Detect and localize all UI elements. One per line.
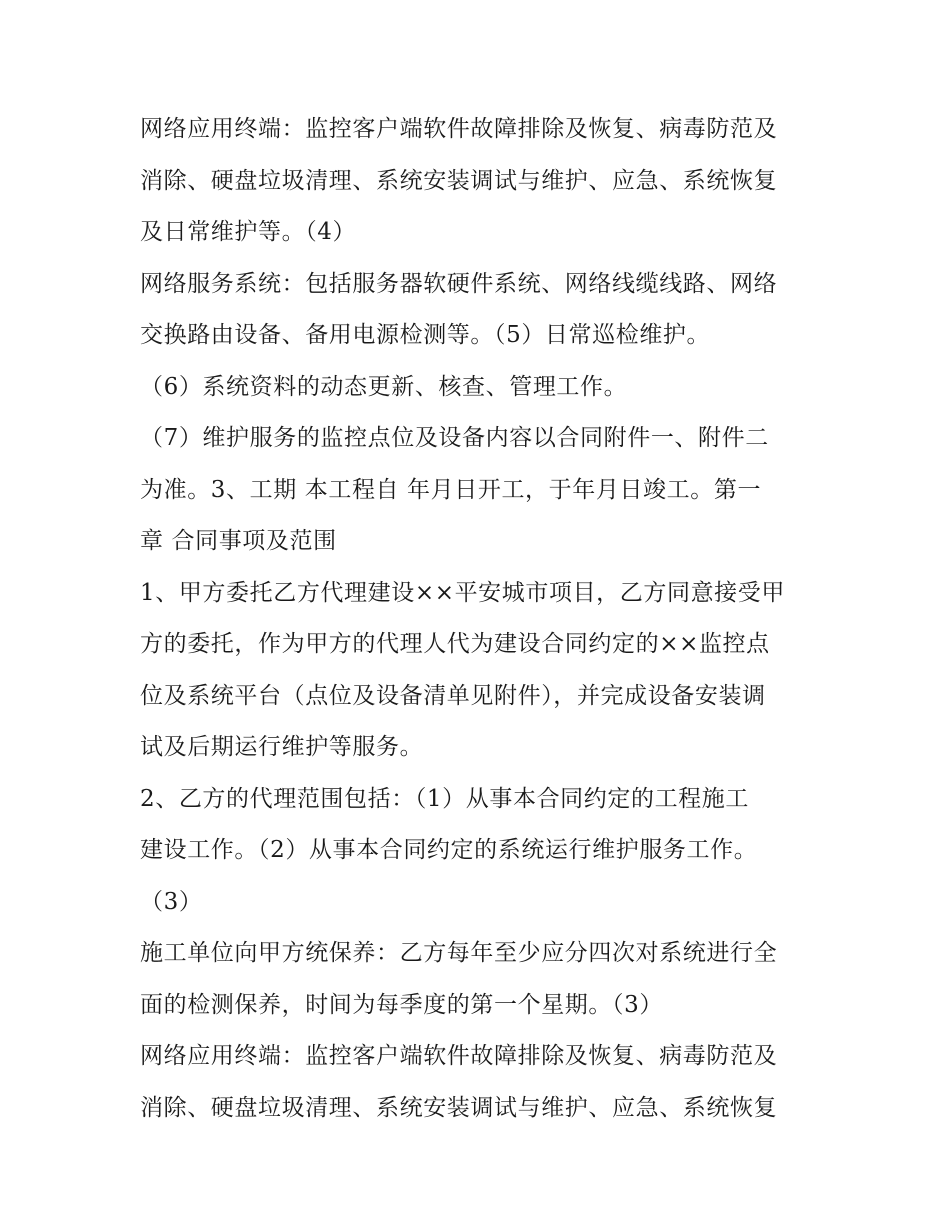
text-line: 方的委托，作为甲方的代理人代为建设合同约定的××监控点 (140, 631, 770, 657)
text-line: 网络服务系统：包括服务器软硬件系统、网络线缆线路、网络 (140, 270, 778, 297)
text-line: 试及后期运行维护等服务。 (140, 734, 424, 760)
text-line: 消除、硬盘垃圾清理、系统安装调试与维护、应急、系统恢复 (140, 167, 778, 194)
text-line: （7）维护服务的监控点位及设备内容以合同附件一、附件二 (140, 425, 769, 451)
text-line: 2、乙方的代理范围包括：（1）从事本合同约定的工程施工 (140, 785, 749, 812)
text-line: 面的检测保养，时间为每季度的第一个星期。（3） (140, 991, 663, 1018)
text-line: 1、甲方委托乙方代理建设××平安城市项目，乙方同意接受甲 (140, 579, 785, 606)
text-line: 及日常维护等。（4） (140, 219, 357, 245)
text-line: （6）系统资料的动态更新、核查、管理工作。 (140, 373, 628, 400)
text-line: 消除、硬盘垃圾清理、系统安装调试与维护、应急、系统恢复 (140, 1094, 778, 1121)
text-line: 网络应用终端：监控客户端软件故障排除及恢复、病毒防范及 (140, 116, 778, 142)
text-line: 建设工作。（2）从事本合同约定的系统运行维护服务工作。 (140, 837, 758, 863)
text-line: 为准。3、工期 本工程自 年月日开工，于年月日竣工。第一 (140, 476, 762, 503)
text-line: 章 合同事项及范围 (140, 528, 337, 554)
text-line: 施工单位向甲方统保养：乙方每年至少应分四次对系统进行全 (140, 940, 778, 966)
text-line: 网络应用终端：监控客户端软件故障排除及恢复、病毒防范及 (140, 1043, 778, 1069)
document-body (140, 104, 820, 1134)
text-line: （3） (140, 888, 203, 915)
text-line: 交换路由设备、备用电源检测等。（5）日常巡检维护。 (140, 322, 711, 348)
text-line: 位及系统平台（点位及设备清单见附件），并完成设备安装调 (140, 682, 766, 709)
